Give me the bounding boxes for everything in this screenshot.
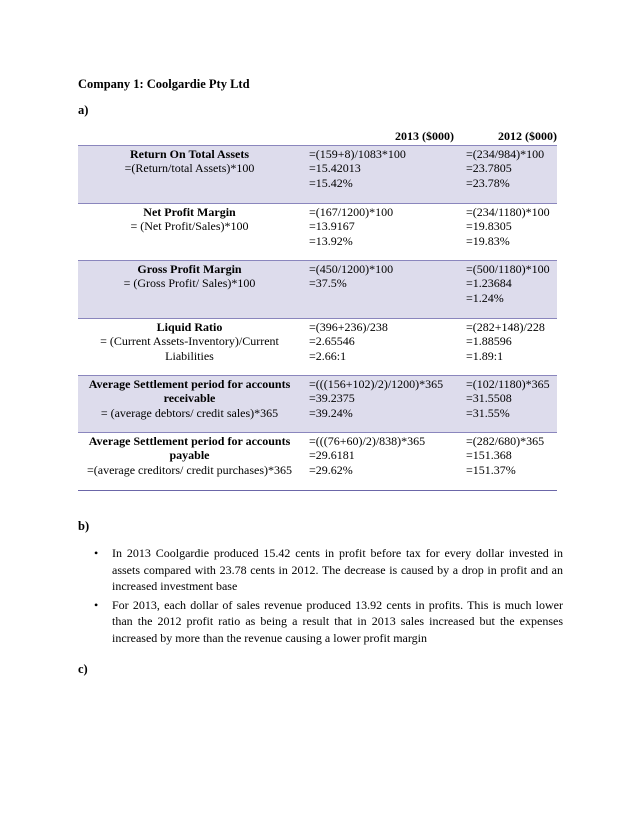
ratio-cell xyxy=(78,203,301,260)
value-line: =(282+148)/228 xyxy=(466,319,545,334)
value-line: =19.8305 xyxy=(466,219,512,233)
value-line: =2.65546 xyxy=(309,334,355,348)
header-2012: 2012 ($000) xyxy=(466,129,557,145)
value-line: =1.89:1 xyxy=(466,348,504,363)
value-2013-cell xyxy=(301,318,466,375)
section-a-label: a) xyxy=(78,103,89,117)
bullet-text: For 2013, each dollar of sales revenue produced 13.92 cents in profits. This is much lower than the 2012 profit ratio as being a result that in 2013 sales increased but the expenses increased by more than the revenue causing a lower profit margin xyxy=(112,597,563,645)
value-line: =(((76+60)/2)/838)*365 xyxy=(309,433,426,448)
value-2012-cell xyxy=(466,145,557,203)
ratio-table xyxy=(78,129,557,491)
value-line: =39.2375 xyxy=(309,391,355,405)
value-2013-cell xyxy=(301,432,466,490)
value-2012-cell xyxy=(466,260,557,318)
value-line: =(234/1180)*100 xyxy=(466,204,550,219)
value-line: =151.37% xyxy=(466,462,516,477)
value-line: =1.88596 xyxy=(466,334,512,348)
value-line: =23.7805 xyxy=(466,161,512,175)
value-line: =29.62% xyxy=(309,462,353,477)
value-2013-cell xyxy=(301,260,466,318)
value-line: =29.6181 xyxy=(309,448,355,462)
ratio-cell xyxy=(78,432,301,490)
value-line: =31.5508 xyxy=(466,391,512,405)
value-2012-cell xyxy=(466,432,557,490)
list-item xyxy=(94,545,563,595)
ratio-formula: = (Gross Profit/ Sales)*100 xyxy=(123,276,256,290)
header-ratio-name xyxy=(78,129,301,145)
value-line: =1.24% xyxy=(466,290,504,305)
value-line: =(396+236)/238 xyxy=(309,319,388,334)
bullet-icon: • xyxy=(94,597,99,612)
value-2013-cell xyxy=(301,375,466,432)
ratio-name: Average Settlement period for accounts payable xyxy=(88,433,291,462)
ratio-cell xyxy=(78,318,301,375)
value-line: =(282/680)*365 xyxy=(466,433,545,448)
value-line: =37.5% xyxy=(309,276,347,290)
value-line: =31.55% xyxy=(466,405,510,420)
ratio-name: Return On Total Assets xyxy=(129,146,250,161)
value-line: =15.42% xyxy=(309,175,353,190)
value-line: =(450/1200)*100 xyxy=(309,261,394,276)
value-line: =(167/1200)*100 xyxy=(309,204,394,219)
bullet-text: In 2013 Coolgardie produced 15.42 cents in profit before tax for every dollar invested in assets compared with 23.78 cents in 2012. The decrease is caused by a drop in profit and an increased investment base xyxy=(112,546,563,593)
ratio-cell xyxy=(78,375,301,432)
company-title: Company 1: Coolgardie Pty Ltd xyxy=(78,77,250,91)
ratio-formula: =(Return/total Assets)*100 xyxy=(124,161,255,175)
table-row xyxy=(78,145,557,203)
header-2013: 2013 ($000) xyxy=(301,129,466,145)
ratio-name: Liquid Ratio xyxy=(156,319,223,334)
section-b-label: b) xyxy=(78,519,90,533)
ratio-formula: = (Net Profit/Sales)*100 xyxy=(130,219,249,233)
ratio-formula: =(average creditors/ credit purchases)*365 xyxy=(86,462,292,477)
value-2013-cell xyxy=(301,203,466,260)
value-line: =(102/1180)*365 xyxy=(466,376,550,391)
bullet-icon: • xyxy=(94,546,99,560)
section-c-label: c) xyxy=(78,662,88,676)
value-line: =(234/984)*100 xyxy=(466,146,545,161)
value-line: =13.9167 xyxy=(309,219,355,233)
value-line: =15.42013 xyxy=(309,161,361,175)
value-line: =13.92% xyxy=(309,233,353,248)
ratio-name: Average Settlement period for accounts receivable xyxy=(88,376,291,405)
table-header-row xyxy=(78,129,557,145)
table-row xyxy=(78,260,557,318)
value-line: =1.23684 xyxy=(466,276,512,290)
bullet-list xyxy=(94,545,563,648)
value-line: =(159+8)/1083*100 xyxy=(309,146,406,161)
value-line: =19.83% xyxy=(466,233,510,248)
value-line: =39.24% xyxy=(309,405,353,420)
ratio-name: Gross Profit Margin xyxy=(137,261,242,276)
value-2012-cell xyxy=(466,375,557,432)
ratio-formula: = (Current Assets-Inventory)/Current Liabilities xyxy=(100,334,279,363)
ratio-name: Net Profit Margin xyxy=(143,204,236,219)
table-row xyxy=(78,318,557,375)
value-line: =151.368 xyxy=(466,448,512,462)
ratio-formula: = (average debtors/ credit sales)*365 xyxy=(100,405,279,420)
value-2013-cell xyxy=(301,145,466,203)
value-line: =2.66:1 xyxy=(309,348,347,363)
ratio-cell xyxy=(78,260,301,318)
value-line: =23.78% xyxy=(466,175,510,190)
table-row xyxy=(78,203,557,260)
value-line: =(500/1180)*100 xyxy=(466,261,550,276)
ratio-cell xyxy=(78,145,301,203)
table-row xyxy=(78,432,557,490)
list-item xyxy=(94,597,563,647)
value-2012-cell xyxy=(466,203,557,260)
value-line: =(((156+102)/2)/1200)*365 xyxy=(309,376,444,391)
value-2012-cell xyxy=(466,318,557,375)
table-row xyxy=(78,375,557,432)
